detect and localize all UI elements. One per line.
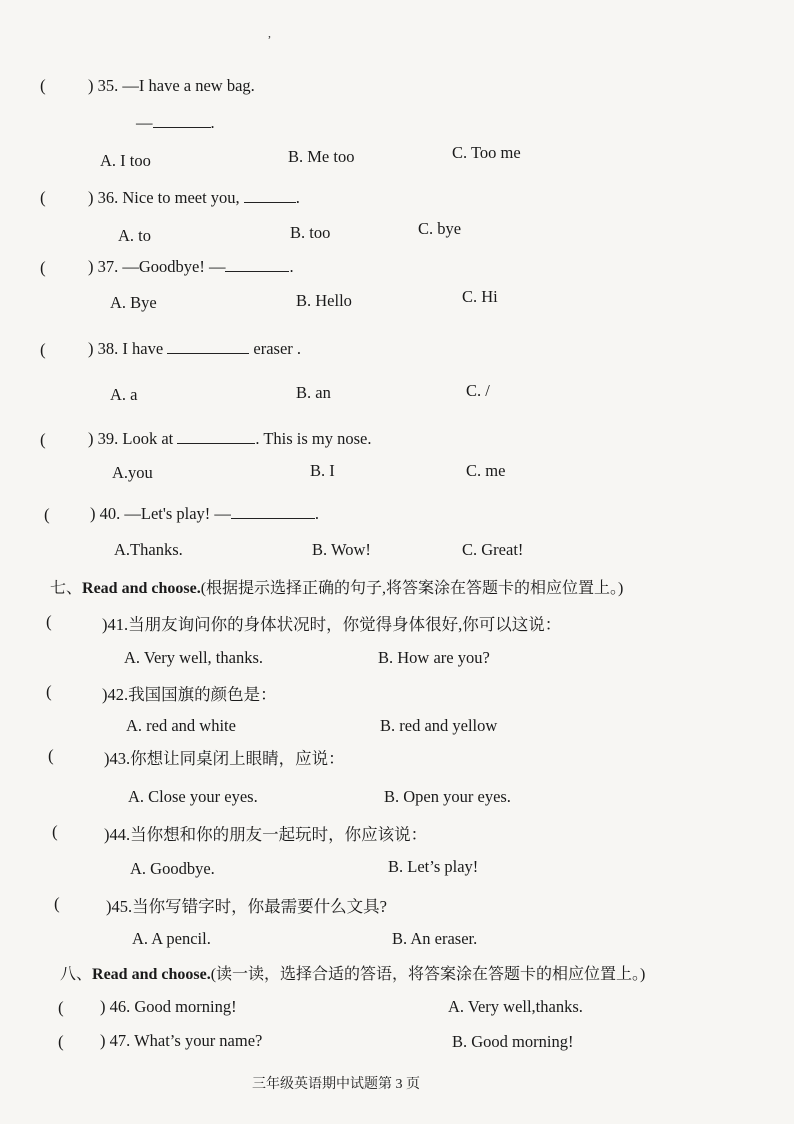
option-39-c: C. me	[466, 461, 506, 480]
option-45-b: B. An eraser.	[392, 929, 478, 948]
question-36: ) 36. Nice to meet you, .	[88, 188, 300, 207]
option-44-b: B. Let’s play!	[388, 857, 479, 876]
answer-paren: (	[46, 682, 52, 701]
option-42-a: A. red and white	[126, 716, 236, 735]
option-38-a: A. a	[110, 385, 138, 404]
answer-paren: (	[44, 505, 50, 524]
answer-paren: (	[58, 998, 64, 1017]
question-46: ) 46. Good morning!	[100, 997, 237, 1016]
answer-paren: (	[40, 340, 46, 359]
answer-paren: (	[52, 822, 58, 841]
section-7-heading: 七、Read and choose.(根据提示选择正确的句子,将答案涂在答题卡的相应位置上。)	[50, 580, 624, 597]
option-35-b: B. Me too	[288, 147, 355, 166]
option-35-a: A. I too	[100, 151, 151, 170]
option-37-b: B. Hello	[296, 291, 352, 310]
answer-paren: (	[40, 430, 46, 449]
question-42: )42.我国国旗的颜色是：	[102, 685, 277, 704]
question-38: ) 38. I have eraser .	[88, 339, 302, 358]
option-42-b: B. red and yellow	[380, 716, 498, 735]
option-36-c: C. bye	[418, 219, 462, 238]
answer-option-a: A. Very well,thanks.	[448, 997, 583, 1016]
option-35-c: C. Too me	[452, 143, 521, 162]
question-43: )43.你想让同桌闭上眼睛，应说：	[104, 749, 345, 768]
question-44: )44.当你想和你的朋友一起玩时，你应该说：	[104, 825, 428, 844]
question-39: ) 39. Look at . This is my nose.	[88, 429, 372, 448]
answer-paren: (	[40, 258, 46, 277]
page-footer: 三年级英语期中试题第 3 页	[252, 1077, 420, 1092]
question-37: ) 37. —Goodbye! — .	[88, 257, 294, 276]
option-40-b: B. Wow!	[312, 540, 371, 559]
question-35: ) 35. —I have a new bag.	[88, 76, 255, 95]
option-43-b: B. Open your eyes.	[384, 787, 511, 806]
option-36-a: A. to	[118, 226, 151, 245]
option-39-a: A.you	[112, 463, 153, 482]
option-40-a: A.Thanks.	[114, 540, 183, 559]
answer-paren: (	[40, 188, 46, 207]
option-40-c: C. Great!	[462, 540, 524, 559]
answer-paren: (	[54, 894, 60, 913]
answer-paren: (	[58, 1032, 64, 1051]
option-44-a: A. Goodbye.	[130, 859, 215, 878]
option-41-a: A. Very well, thanks.	[124, 648, 264, 667]
option-38-c: C. /	[466, 381, 490, 400]
answer-paren: (	[40, 76, 46, 95]
print-mark: ,	[268, 26, 271, 40]
question-41: )41.当朋友询问你的身体状况时，你觉得身体很好,你可以这说：	[102, 615, 562, 634]
option-45-a: A. A pencil.	[132, 929, 211, 948]
option-37-a: A. Bye	[110, 293, 157, 312]
answer-paren: (	[48, 746, 54, 765]
question-45: )45.当你写错字时，你最需要什么文具?	[106, 897, 387, 916]
option-36-b: B. too	[290, 223, 331, 242]
option-41-b: B. How are you?	[378, 648, 490, 667]
option-39-b: B. I	[310, 461, 335, 480]
question-40: ) 40. —Let's play! — .	[90, 504, 320, 523]
section-8-heading: 八、Read and choose.(读一读，选择合适的答语，将答案涂在答题卡的相应位置上。)	[60, 966, 646, 983]
answer-paren: (	[46, 612, 52, 631]
answer-option-b: B. Good morning!	[452, 1032, 574, 1051]
option-38-b: B. an	[296, 383, 331, 402]
question-35-blank: — .	[136, 113, 215, 132]
question-47: ) 47. What’s your name?	[100, 1031, 263, 1050]
option-43-a: A. Close your eyes.	[128, 787, 258, 806]
option-37-c: C. Hi	[462, 287, 498, 306]
